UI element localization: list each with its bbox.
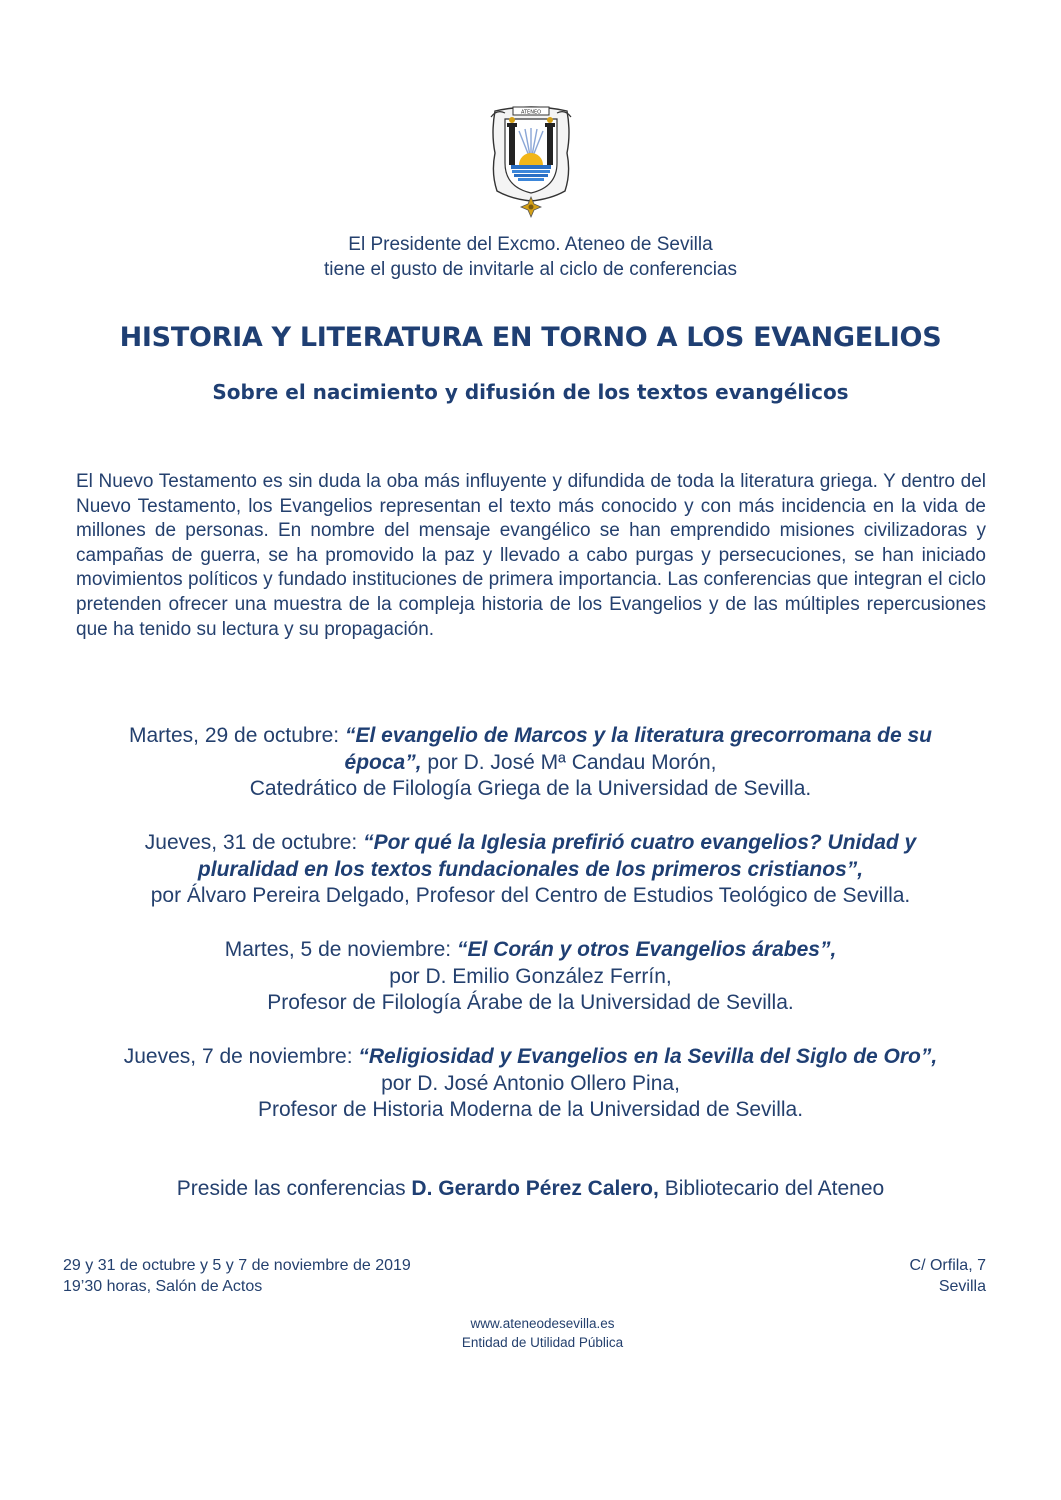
footer-web-block [0,1314,1061,1352]
invitation-intro [0,232,1061,282]
conference-4 [60,1044,1001,1124]
preside-line [0,1177,1061,1201]
conference-1-title-part-2: época”, [344,750,422,774]
svg-text:ATENEO: ATENEO [520,109,542,116]
entity-note: Entidad de Utilidad Pública [461,1335,624,1350]
conference-4-speaker: por D. José Antonio Ollero Pina, [381,1071,680,1095]
conference-2 [60,830,1001,910]
conference-2-date: Jueves, 31 de octubre: [144,831,364,854]
preside-name: D. Gerardo Pérez Calero, [411,1177,659,1200]
conference-3-role: Profesor de Filología Árabe de la Universidad de Sevilla. [267,991,794,1014]
website-link[interactable]: www.ateneodesevilla.es [470,1316,615,1331]
footer-dates-block [63,1255,411,1297]
conference-3-date: Martes, 5 de noviembre: [224,938,457,961]
footer-time-place: 19’30 horas, Salón de Actos [63,1278,263,1295]
intro-line-1: El Presidente del Excmo. Ateneo de Sevilla [348,234,713,255]
conference-1-title-part-1: “El evangelio de Marcos y la literatura grecorromana de su [344,724,932,747]
conference-3-line-1 [60,937,1001,964]
preside-prefix: Preside las conferencias [176,1177,412,1200]
conference-3 [60,937,1001,1017]
conference-1-line-1 [60,723,1001,750]
conference-2-line-1 [60,830,1001,857]
cycle-title: HISTORIA Y LITERATURA EN TORNO A LOS EVANGELIOS [119,322,942,353]
footer-city: Sevilla [938,1278,986,1295]
conference-1-line-2 [60,750,1001,777]
conference-3-speaker: por D. Emilio González Ferrín, [389,964,672,988]
conference-1-role: Catedrático de Filología Griega de la Universidad de Sevilla. [249,777,812,800]
conference-1 [60,723,1001,803]
conference-2-title-part-1: “Por qué la Iglesia prefirió cuatro evangelios? Unidad y [363,831,917,854]
ateneo-crest-logo [487,103,575,219]
cycle-subtitle: Sobre el nacimiento y difusión de los textos evangélicos [212,380,849,404]
intro-line-2: tiene el gusto de invitarle al ciclo de conferencias [324,259,737,280]
conference-2-title-part-2: pluralidad en los textos fundacionales de los primeros cristianos”, [197,857,864,881]
footer-dates: 29 y 31 de octubre y 5 y 7 de noviembre de 2019 [63,1257,411,1274]
description-paragraph: El Nuevo Testamento es sin duda la oba más influyente y difundida de toda la literatura griega. Y dentro del Nuevo Testamento, los Evangelios representan el texto más conocido y con más incidencia en la vida de millones de personas. En nombre del mensaje evangélico se han emprendido misiones civilizadoras y campañas de guerra, se ha promovido la paz y llevado a cabo purgas y persecuciones, se han iniciado movimientos políticos y fundado instituciones de primera importancia. Las conferencias que integran el ciclo pretenden ofrecer una muestra de la compleja historia de los Evangelios y de las múltiples repercusiones que ha tenido su lectura y su propagación. [76,471,986,640]
conference-4-date: Jueves, 7 de noviembre: [123,1045,359,1068]
conference-1-speaker: por D. José Mª Candau Morón, [421,750,717,774]
conference-1-date: Martes, 29 de octubre: [129,724,345,747]
conference-4-line-1 [60,1044,1001,1071]
preside-suffix: Bibliotecario del Ateneo [658,1177,885,1200]
conference-4-role: Profesor de Historia Moderna de la Universidad de Sevilla. [257,1098,804,1121]
conference-4-title: “Religiosidad y Evangelios en la Sevilla del Siglo de Oro”, [358,1045,938,1068]
footer-address-block [910,1255,986,1297]
conference-3-title: “El Corán y otros Evangelios árabes”, [456,938,837,961]
conference-2-role: por Álvaro Pereira Delgado, Profesor del Centro de Estudios Teológico de Sevilla. [150,884,911,907]
footer-address: C/ Orfila, 7 [909,1257,986,1274]
